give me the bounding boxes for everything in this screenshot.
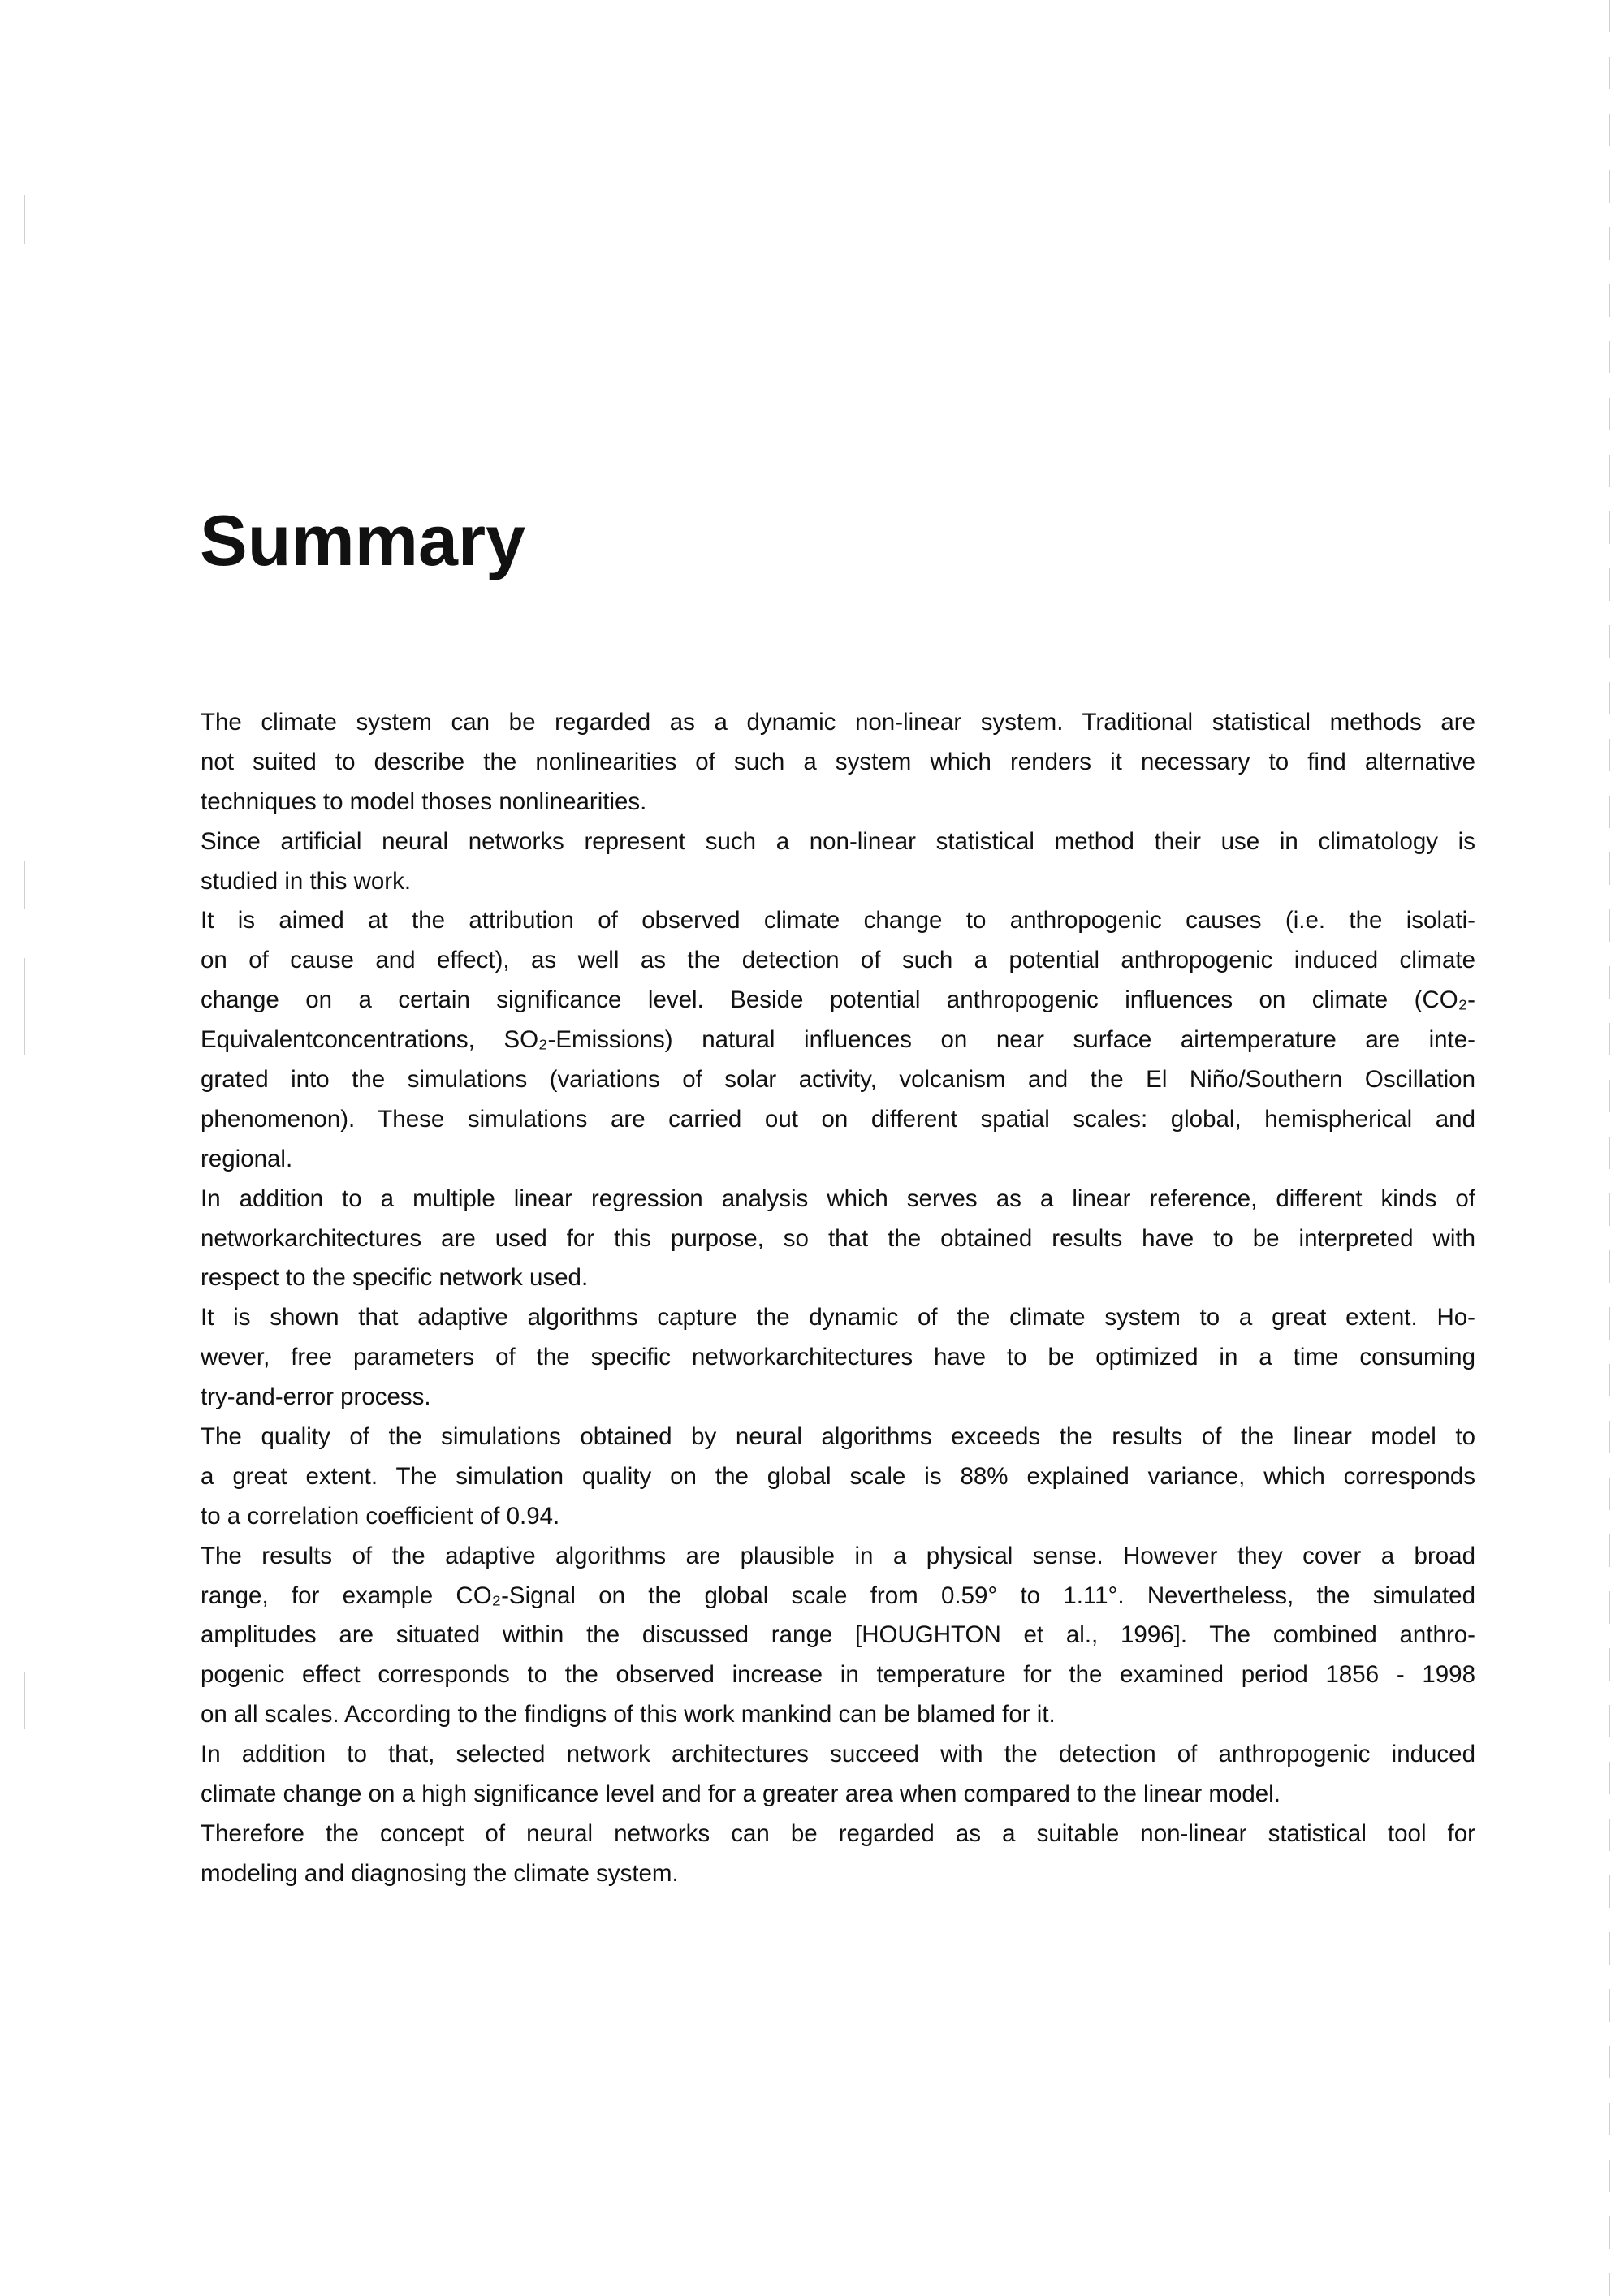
text-line: regional. — [201, 1145, 293, 1172]
text-line: It is shown that adaptive algorithms capture the dynamic of the climate system to a great extent. Ho- — [201, 1304, 1475, 1331]
page-title: Summary — [200, 500, 526, 580]
text-line: range, for example CO₂-Signal on the global scale from 0.59° to 1.11°. Nevertheless, the simulated — [201, 1582, 1475, 1609]
paragraph — [201, 1537, 1475, 1735]
summary-body — [201, 703, 1475, 1894]
text-line: The climate system can be regarded as a dynamic non-linear system. Traditional statistical methods are — [201, 709, 1475, 736]
text-line: a great extent. The simulation quality on the global scale is 88% explained variance, which corresponds — [201, 1462, 1475, 1490]
paragraph — [201, 822, 1475, 902]
paragraph — [201, 1180, 1475, 1299]
text-line: Since artificial neural networks represent such a non-linear statistical method their use in climatology is — [201, 827, 1475, 855]
text-line: amplitudes are situated within the discussed range [HOUGHTON et al., 1996]. The combined anthro- — [201, 1621, 1475, 1649]
paragraph — [201, 901, 1475, 1179]
text-line: not suited to describe the nonlinearities of such a system which renders it necessary to find alternative — [201, 748, 1475, 775]
scan-edge-right — [1609, 0, 1610, 2296]
paragraph — [201, 703, 1475, 822]
text-line: wever, free parameters of the specific networkarchitectures have to be optimized in a time consuming — [201, 1344, 1475, 1371]
text-line: It is aimed at the attribution of observed climate change to anthropogenic causes (i.e. the isolati- — [201, 907, 1475, 934]
text-line: climate change on a high significance level and for a greater area when compared to the linear model. — [201, 1780, 1281, 1808]
text-line: techniques to model thoses nonlinearities. — [201, 788, 647, 815]
text-line: pogenic effect corresponds to the observed increase in temperature for the examined period 1856 - 1998 — [201, 1661, 1475, 1689]
text-line: to a correlation coefficient of 0.94. — [201, 1502, 560, 1530]
text-line: The quality of the simulations obtained by neural algorithms exceeds the results of the linear model to — [201, 1423, 1475, 1451]
paragraph — [201, 1815, 1475, 1894]
scan-mark-left — [24, 1672, 25, 1729]
text-line: change on a certain significance level. Beside potential anthropogenic influences on climate (CO₂- — [201, 986, 1475, 1014]
paragraph — [201, 1735, 1475, 1815]
text-line: modeling and diagnosing the climate system. — [201, 1859, 679, 1887]
text-line: grated into the simulations (variations of solar activity, volcanism and the El Niño/Southern Oscillation — [201, 1066, 1475, 1094]
text-line: In addition to that, selected network architectures succeed with the detection of anthropogenic induced — [201, 1741, 1475, 1768]
paragraph — [201, 1418, 1475, 1537]
text-line: phenomenon). These simulations are carried out on different spatial scales: global, hemispherical and — [201, 1105, 1475, 1133]
text-line: The results of the adaptive algorithms are plausible in a physical sense. However they cover a broad — [201, 1542, 1475, 1569]
text-line: on of cause and effect), as well as the detection of such a potential anthropogenic induced climate — [201, 947, 1475, 974]
text-line: studied in this work. — [201, 867, 412, 895]
text-line: Equivalentconcentrations, SO₂-Emissions) natural influences on near surface airtemperature are inte- — [201, 1026, 1475, 1054]
paragraph — [201, 1298, 1475, 1418]
text-line: In addition to a multiple linear regression analysis which serves as a linear reference, different kinds of — [201, 1185, 1475, 1212]
text-line: respect to the specific network used. — [201, 1264, 589, 1292]
text-line: Therefore the concept of neural networks can be regarded as a suitable non-linear statistical tool for — [201, 1819, 1475, 1847]
scan-mark-left — [24, 195, 25, 244]
scan-mark-left — [24, 958, 25, 1055]
scan-mark-left — [24, 861, 25, 909]
text-line: networkarchitectures are used for this purpose, so that the obtained results have to be interpreted with — [201, 1224, 1475, 1252]
text-line: try-and-error process. — [201, 1383, 431, 1411]
text-line: on all scales. According to the findigns of this work mankind can be blamed for it. — [201, 1701, 1056, 1728]
